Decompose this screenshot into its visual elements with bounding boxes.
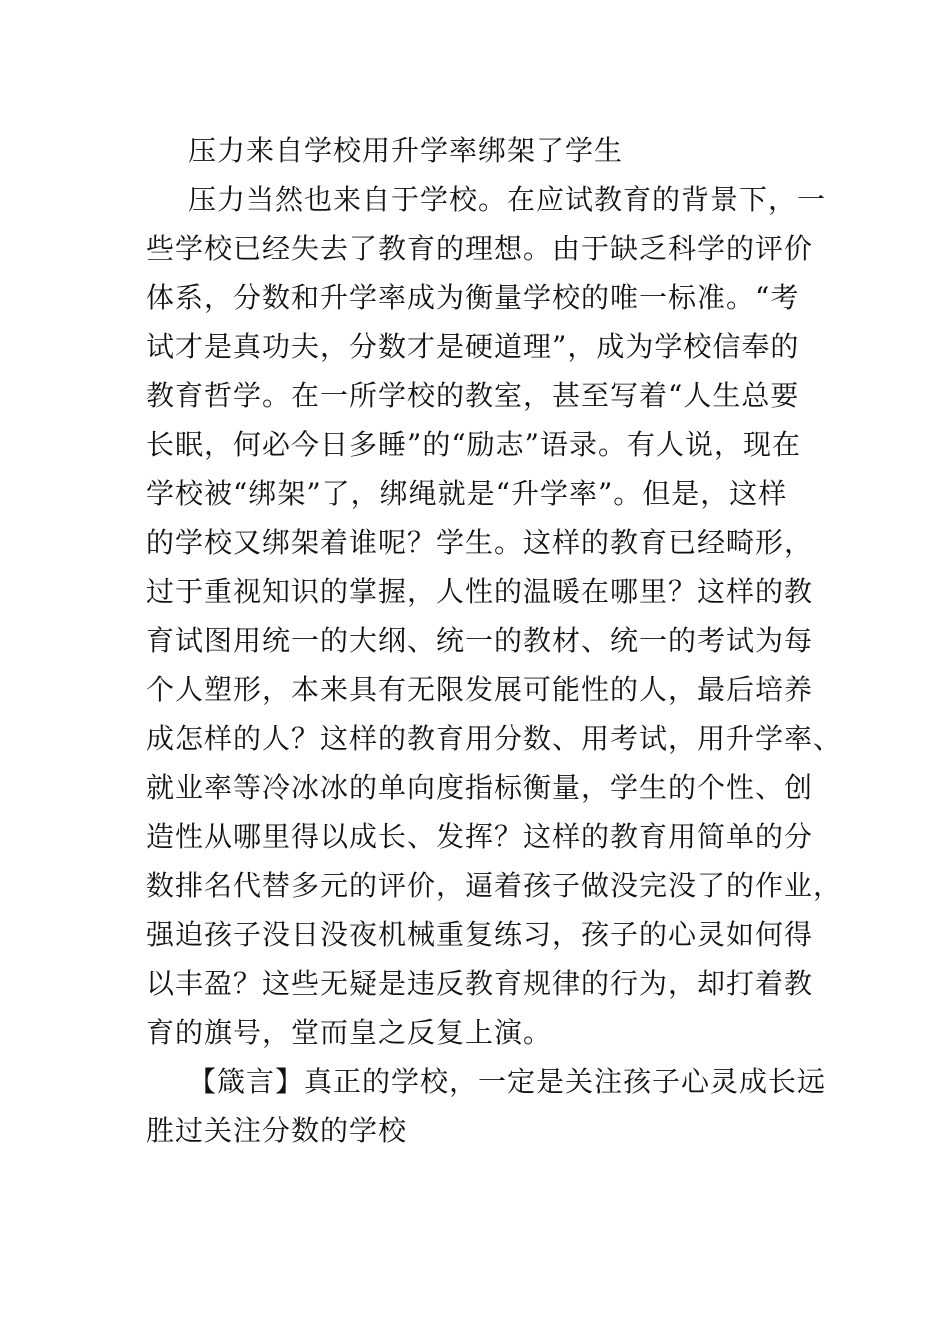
body-line: 些学校已经失去了教育的理想。由于缺乏科学的评价 [146, 232, 814, 265]
body-line: 造性从哪里得以成长、发挥？这样的教育用简单的分 [146, 820, 814, 853]
body-line: 就业率等冷冰冰的单向度指标衡量，学生的个性、创 [146, 771, 814, 804]
body-line: 育的旗号，堂而皇之反复上演。 [146, 1016, 553, 1049]
body-line: 的学校又绑架着谁呢？学生。这样的教育已经畸形， [146, 526, 814, 559]
document-content [146, 126, 843, 1155]
body-line: 体系，分数和升学率成为衡量学校的唯一标准。“考 [146, 281, 800, 314]
body-line: 强迫孩子没日没夜机械重复练习，孩子的心灵如何得 [146, 918, 814, 951]
body-line: 成怎样的人？这样的教育用分数、用考试，用升学率、 [146, 722, 843, 755]
motto-line: 【箴言】真正的学校，一定是关注孩子心灵成长远 [188, 1065, 827, 1098]
body-line: 个人塑形，本来具有无限发展可能性的人，最后培养 [146, 673, 814, 706]
motto-line: 胜过关注分数的学校 [146, 1114, 408, 1147]
body-line: 育试图用统一的大纲、统一的教材、统一的考试为每 [146, 624, 814, 657]
body-line: 以丰盈？这些无疑是违反教育规律的行为，却打着教 [146, 967, 814, 1000]
body-line: 学校被“绑架”了，绑绳就是“升学率”。但是，这样 [146, 477, 788, 510]
section-heading: 压力来自学校用升学率绑架了学生 [188, 134, 624, 167]
body-line: 压力当然也来自于学校。在应试教育的背景下，一 [188, 183, 827, 216]
body-line: 过于重视知识的掌握，人性的温暖在哪里？这样的教 [146, 575, 814, 608]
body-line: 教育哲学。在一所学校的教室，甚至写着“人生总要 [146, 379, 800, 412]
body-line: 长眠，何必今日多睡”的“励志”语录。有人说，现在 [146, 428, 801, 461]
body-line: 数排名代替多元的评价，逼着孩子做没完没了的作业， [146, 869, 843, 902]
body-line: 试才是真功夫，分数才是硬道理”，成为学校信奉的 [146, 330, 800, 363]
